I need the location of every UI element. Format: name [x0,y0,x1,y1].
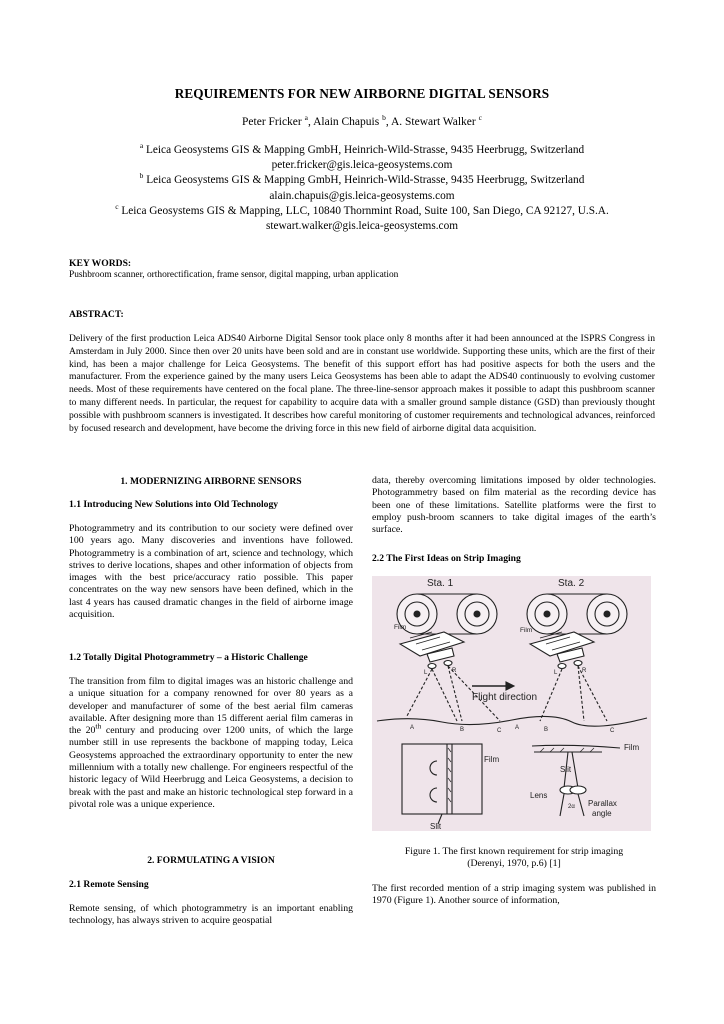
ground-point-c-2: C [610,728,615,734]
affiliation-b-email: alain.chapuis@gis.leica-geosystems.com [269,189,455,202]
keywords-heading: KEY WORDS: [69,258,132,269]
flight-direction-label: Flight direction [472,692,538,703]
lens-left-label-2: L [554,670,558,676]
affil-mark: c [115,202,119,212]
affiliation-c-email: stewart.walker@gis.leica-geosystems.com [265,220,459,233]
paragraph-2-2 [372,883,656,908]
affiliation-b [0,173,724,188]
station-2-camera [527,594,627,669]
subsection-1-1-heading: 1.1 Introducing New Solutions into Old Technology [69,499,279,510]
station-1-camera [397,594,497,669]
film-label-1: Film [394,624,407,631]
figure-1-caption-line-2: (Derenyi, 1970, p.6) [1] [467,858,561,870]
lens-label: Lens [530,791,548,800]
affiliation-a [0,143,724,158]
paragraph-1-2-text [69,676,353,811]
affiliations [0,143,724,234]
affiliation-c [0,204,724,219]
ground-line [377,716,647,726]
lens-left-label: L [424,670,428,676]
paragraph-2-1-continued-text: data, thereby overcoming limitations imposed by older technologies. Photogrammetry based on film material as the recording device has been one of these limitations. Satellite platforms were the first to employ push-broom scanners to take digital images of the earth’s surface. [372,475,656,536]
paragraph-2-2-text: The first recorded mention of a strip imaging system was published in 1970 (Figure 1). Another source of information, [372,883,656,907]
subsection-1-2-heading: 1.2 Totally Digital Photogrammetry – a Historic Challenge [69,652,308,663]
author-1-affil-mark: a [304,113,308,123]
subsection-2-2-heading: 2.2 The First Ideas on Strip Imaging [372,553,521,564]
slit-label-1: Slit [430,822,442,831]
angle-label: angle [592,809,612,818]
author-1: Peter Fricker [242,116,305,128]
paragraph-2-1-continued [372,475,656,536]
affil-mark: b [139,171,144,181]
figure-1-caption-line-1: Figure 1. The first known requirement for strip imaging [404,846,624,857]
author-3: , A. Stewart Walker [385,116,479,128]
ground-point-c: C [497,728,502,734]
affil-org: Leica Geosystems GIS & Mapping GmbH, Heinrich-Wild-Strasse, 9435 Heerbrugg, Switzerland [143,144,585,156]
affil-mark: a [139,141,144,151]
section-2-heading: 2. FORMULATING A VISION [147,855,275,866]
paragraph-1-2-part-b: century and producing over 1200 units, of which the large number still in use represents the backbone of mapping today, Leica Geosystems approached the extraordinary opportunity to enter the new millennium with a totally new challenge. For engineers respectful of the historic legacy of Wild Heerbrugg and Leica Geosystems, a decision to break with the past and make an historic technological step forward in a pivotal role was a unique experience. [69,725,353,810]
slit-film-detail [402,744,482,824]
film-label-2: Film [520,627,533,634]
author-list [0,113,724,128]
film-label-3: Film [484,755,500,764]
figure-1-drawing [372,576,651,831]
paragraph-1-2-part-a: The transition from film to digital images was an historic challenge and a unique situation for a company renowned for over 80 years as a developer and manufacturer of some of the best aerial film cameras available. After designing more than 15 different aerial film cameras in the 20 [69,676,353,737]
station-2-label: Sta. 2 [558,578,585,589]
paragraph-2-1-text: Remote sensing, of which photogrammetry is an important enabling technology, has always striven to acquire geospatial [69,903,353,927]
author-3-affil-mark: c [478,113,482,123]
figure-1-strip-imaging [372,576,651,831]
figure-1-caption [372,846,656,871]
abstract-heading: ABSTRACT: [69,309,124,320]
paper-title: REQUIREMENTS FOR NEW AIRBORNE DIGITAL SENSORS [174,86,550,101]
slit-label-2: Slit [560,765,572,774]
author-2: , Alain Chapuis [307,116,383,128]
affiliation-a-email: peter.fricker@gis.leica-geosystems.com [271,159,453,172]
section-1-heading: 1. MODERNIZING AIRBORNE SENSORS [120,476,302,487]
paragraph-2-1 [69,903,353,928]
affil-org: Leica Geosystems GIS & Mapping GmbH, Heinrich-Wild-Strasse, 9435 Heerbrugg, Switzerland [143,174,585,187]
lens-right-label: R [452,668,457,674]
ground-point-a-2: A [515,725,520,731]
author-2-affil-mark: b [382,113,386,123]
station-1-label: Sta. 1 [427,578,454,589]
angle-value-label: 2α [568,804,575,810]
subsection-2-1-heading: 2.1 Remote Sensing [69,879,149,890]
paragraph-1-2 [69,676,353,811]
abstract-text: Delivery of the first production Leica ADS40 Airborne Digital Sensor took place only 8 months after it had been announced at the ISPRS Congress in Amsterdam in July 2000. Since then over 20 units have been sold and are in constant use worldwide. Supporting these units, which are the first of their kind, has been a major challenge for Leica Geosystems. The benefit of this support effort has had positive aspects for both the users and the manufacturer. From the experience gained by the many users Leica Geosystems has been able to adapt the ADS40 continuously to evolving customer needs. Most of these requirements have centered on the focal plane. The three-line-sensor approach makes it possible to adapt this pushbroom scanner to many different needs. In particular, the request for capability to acquire data with a smaller ground sample distance (GSD) than previously thought possible with pushbroom scanners is investigated. It describes how careful monitoring of customer requirements and technological advances, reinforced by focused research and development, have become the driving force in this new field of airborne digital data acquisition. [69,333,655,434]
ground-point-a: A [410,725,415,731]
paragraph-1-1 [69,523,353,621]
ground-point-b: B [460,727,465,733]
film-label-4: Film [624,743,640,752]
parallax-label: Parallax [588,799,617,808]
keywords-text: Pushbroom scanner, orthorectification, frame sensor, digital mapping, urban application [69,270,399,280]
affil-org: Leica Geosystems GIS & Mapping, LLC, 10840 Thornmint Road, Suite 100, San Diego, CA 92127, U.S.A. [118,204,609,217]
ground-point-b-2: B [544,727,549,733]
ordinal-suffix: th [95,721,102,731]
paragraph-1-1-text: Photogrammetry and its contribution to our society were defined over 100 years ago. Many discoveries and inventions have followed. Photogrammetry is a combination of art, science and technology, which strives to derive locations, shapes and other information of objects from images with the best price/accuracy ratio possible. This paper concentrates on the way new sensors have been defined, which in the last 4 years has caused dramatic changes in the field of airborne image acquisition. [69,523,353,621]
lens-right-label-2: R [582,668,587,674]
